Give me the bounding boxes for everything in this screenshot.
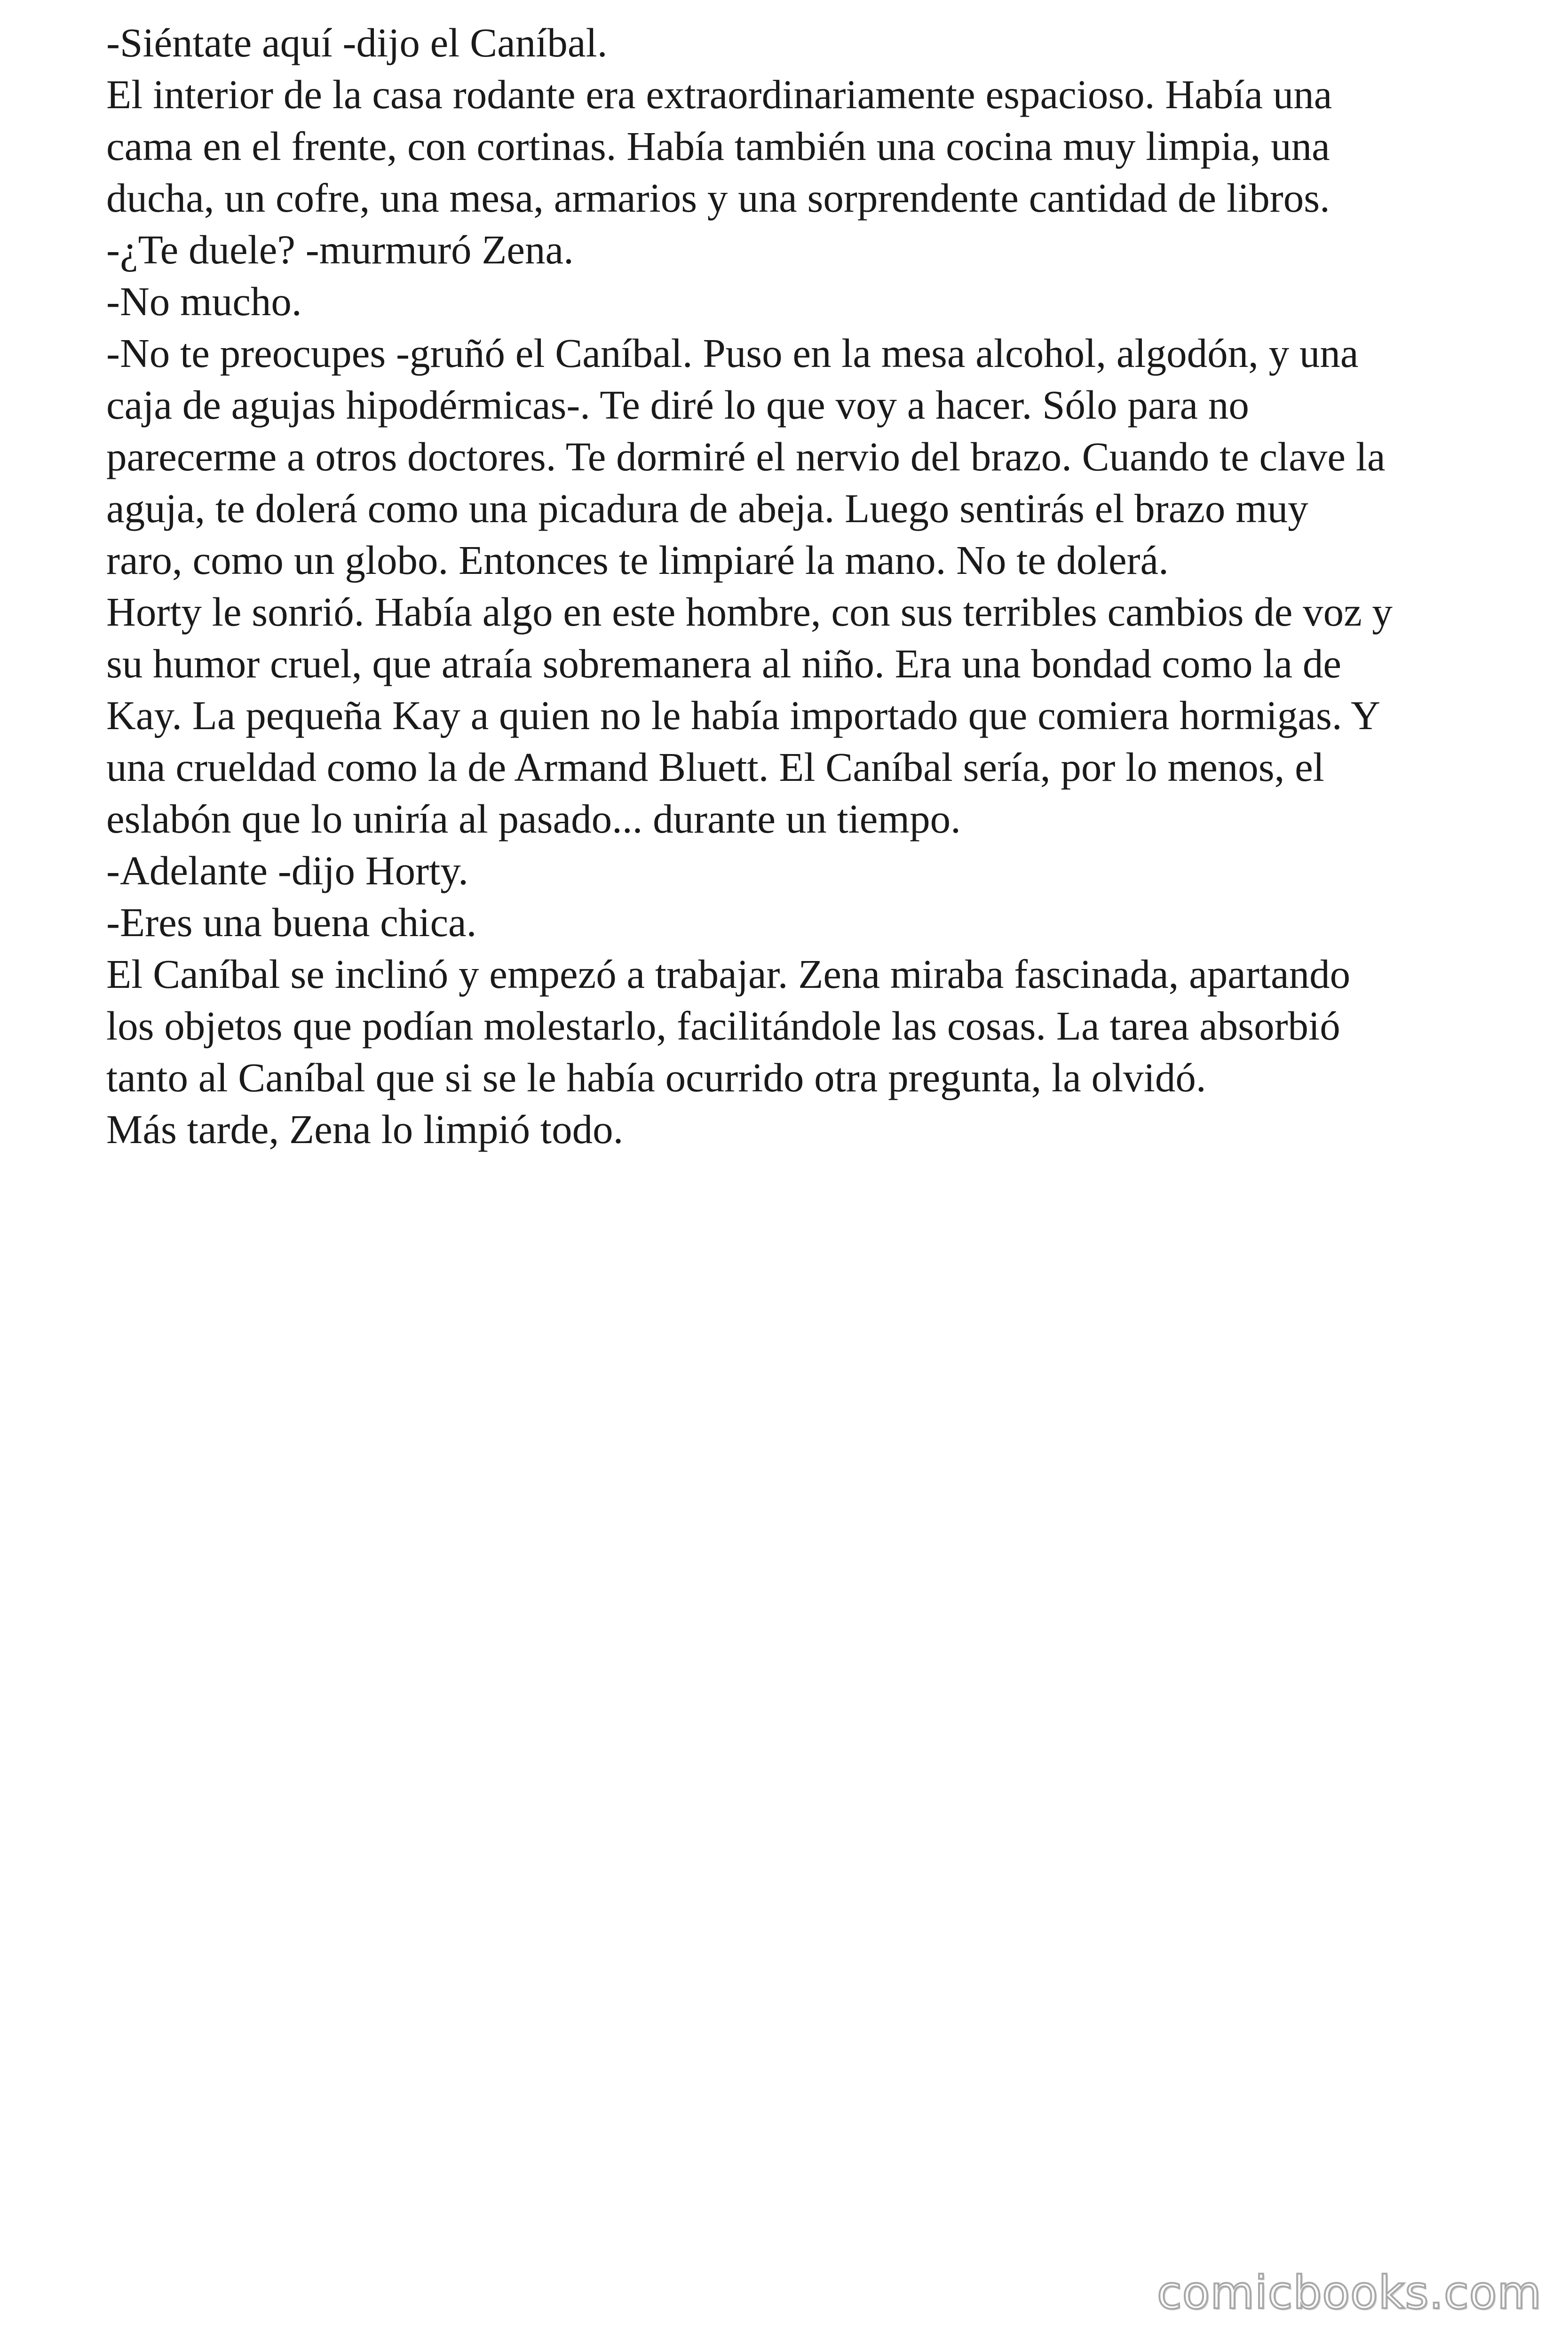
text-line: ducha, un cofre, una mesa, armarios y una sorprendente cantidad de libros. [106,175,1330,221]
text-line: -Eres una buena chica. [106,899,477,945]
text-line: Kay. La pequeña Kay a quien no le había importado que comiera hormigas. Y [106,692,1380,738]
paragraph [106,327,1498,586]
paragraph [106,69,1498,224]
text-line: aguja, te dolerá como una picadura de abeja. Luego sentirás el brazo muy [106,485,1308,531]
text-line: -Siéntate aquí -dijo el Caníbal. [106,20,608,65]
text-line: parecerme a otros doctores. Te dormiré el nervio del brazo. Cuando te clave la [106,434,1386,479]
text-line: El interior de la casa rodante era extraordinariamente espacioso. Había una [106,72,1332,117]
text-line: Más tarde, Zena lo limpió todo. [106,1106,624,1152]
text-line: cama en el frente, con cortinas. Había también una cocina muy limpia, una [106,123,1330,169]
text-line: Horty le sonrió. Había algo en este hombre, con sus terribles cambios de voz y [106,589,1393,635]
text-line: -Adelante -dijo Horty. [106,848,468,893]
paragraph [106,897,1498,948]
text-line: raro, como un globo. Entonces te limpiaré la mano. No te dolerá. [106,537,1169,583]
text-line: tanto al Caníbal que si se le había ocurrido otra pregunta, la olvidó. [106,1055,1206,1100]
text-line: -¿Te duele? -murmuró Zena. [106,227,574,272]
text-line: los objetos que podían molestarlo, facilitándole las cosas. La tarea absorbió [106,1003,1340,1049]
paragraph [106,17,1498,69]
paragraph [106,948,1498,1104]
paragraph [106,845,1498,897]
text-line: caja de agujas hipodérmicas-. Te diré lo que voy a hacer. Sólo para no [106,382,1249,428]
paragraph [106,586,1498,845]
text-line: -No te preocupes -gruñó el Caníbal. Puso en la mesa alcohol, algodón, y una [106,330,1359,376]
paragraph [106,276,1498,327]
text-line: El Caníbal se inclinó y empezó a trabajar. Zena miraba fascinada, apartando [106,951,1351,997]
text-line: eslabón que lo uniría al pasado... durante un tiempo. [106,796,961,842]
paragraph [106,224,1498,276]
text-body [106,17,1498,1155]
watermark-logo: comicbooks.com [1156,2266,1542,2319]
text-line: una crueldad como la de Armand Bluett. El Caníbal sería, por lo menos, el [106,744,1324,790]
text-line: su humor cruel, que atraía sobremanera al niño. Era una bondad como la de [106,641,1341,686]
paragraph [106,1104,1498,1155]
text-line: -No mucho. [106,278,302,324]
